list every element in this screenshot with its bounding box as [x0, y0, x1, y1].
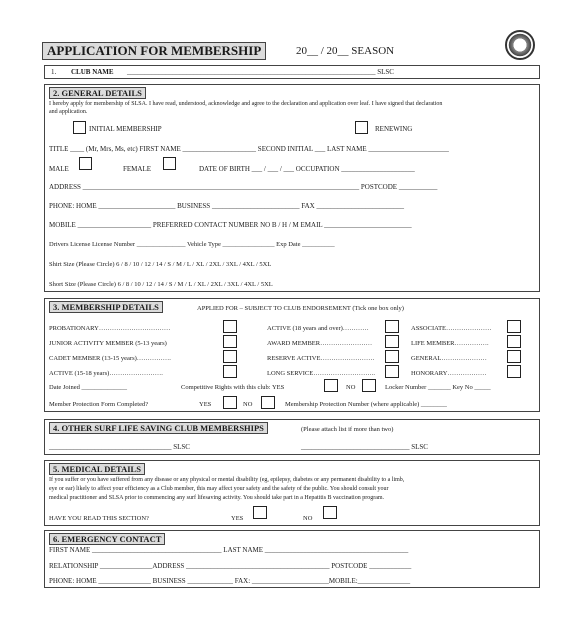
junior-activity-label: JUNIOR ACTIVITY MEMBER (5-13 years) — [49, 340, 167, 347]
locker-key-field[interactable]: Locker Number _______ Key No _____ — [385, 384, 491, 391]
general-checkbox[interactable] — [507, 350, 521, 363]
protection-no-checkbox[interactable] — [261, 396, 275, 409]
medical-read-question: HAVE YOU READ THIS SECTION? — [49, 515, 149, 522]
medical-no-label: NO — [303, 515, 313, 522]
award-member-label: AWARD MEMBER…………………… — [267, 340, 373, 347]
probationary-checkbox[interactable] — [223, 320, 237, 333]
section-club-name — [44, 65, 540, 79]
active-15-18-label: ACTIVE (15-18 years)……………………. — [49, 370, 163, 377]
protection-yes-label: YES — [199, 401, 212, 408]
emergency-name-row[interactable]: FIRST NAME _____________________________________ LAST NAME _________________________________________ — [49, 546, 409, 554]
active-18-plus-checkbox[interactable] — [385, 320, 399, 333]
competitive-no-label: NO — [346, 384, 356, 391]
medical-text-line-2: eye or ear) likely to affect your efficiency as a Club member, this may affect your safety and the safety of the public. You should consult your — [49, 486, 389, 492]
name-row[interactable]: TITLE ____ (Mr, Mrs, Ms, etc) FIRST NAME _____________________ SECOND INITIAL ___ LAST NAME _______________________ — [49, 145, 449, 153]
form-title: APPLICATION FOR MEMBERSHIP — [42, 42, 266, 60]
protection-number-field[interactable]: Membership Protection Number (where applicable) ________ — [285, 401, 447, 408]
dob-occupation-row[interactable]: DATE OF BIRTH ___ / ___ / ___ OCCUPATION _____________________ — [199, 165, 415, 173]
cadet-member-checkbox[interactable] — [223, 350, 237, 363]
other-clubs-note: (Please attach list if more than two) — [301, 426, 394, 433]
applied-for-note: APPLIED FOR – SUBJECT TO CLUB ENDORSEMENT (Tick one box only) — [197, 305, 404, 312]
section-other-clubs — [44, 419, 540, 455]
phone-row[interactable]: PHONE: HOME ______________________ BUSINESS _________________________ FAX _________________________ — [49, 202, 404, 210]
club-logo-icon — [505, 30, 535, 60]
long-service-checkbox[interactable] — [385, 365, 399, 378]
emergency-address-row[interactable]: RELATIONSHIP _______________ADDRESS _________________________________________ POSTCODE ____________ — [49, 562, 412, 570]
honorary-label: HONORARY……………… — [411, 370, 487, 377]
emergency-phone-row[interactable]: PHONE: HOME _______________ BUSINESS _____________ FAX: ______________________MOBILE:_______________ — [49, 577, 411, 585]
club-name-label: CLUB NAME — [71, 68, 114, 76]
protection-yes-checkbox[interactable] — [223, 396, 237, 409]
section-3-heading: 3. MEMBERSHIP DETAILS — [49, 301, 163, 313]
junior-activity-checkbox[interactable] — [223, 335, 237, 348]
mobile-row[interactable]: MOBILE _____________________ PREFERRED CONTACT NUMBER NO B / H / M EMAIL _________________________ — [49, 221, 412, 229]
renewing-label: RENEWING — [375, 125, 413, 133]
medical-text-line-1: If you suffer or you have suffered from any disease or any physical or mental disability (eg, epilepsy, diabetes or any permanent disability to a limb, — [49, 477, 405, 483]
other-club-2-field[interactable]: _______________________________ SLSC — [301, 443, 428, 451]
section-6-heading: 6. EMERGENCY CONTACT — [49, 533, 165, 545]
section-2-heading: 2. GENERAL DETAILS — [49, 87, 146, 99]
renewing-checkbox[interactable] — [355, 121, 368, 134]
section-membership-details — [44, 298, 540, 412]
life-member-label: LIFE MEMBER……………. — [411, 340, 489, 347]
active-18-plus-label: ACTIVE (18 years and over)………… — [267, 325, 369, 332]
reserve-active-label: RESERVE ACTIVE……………………. — [267, 355, 375, 362]
section-4-heading: 4. OTHER SURF LIFE SAVING CLUB MEMBERSHIPS — [49, 422, 268, 434]
drivers-license-row[interactable]: Drivers License License Number _______________ Vehicle Type ________________ Exp Date __________ — [49, 241, 335, 248]
competitive-rights-label: Competitive Rights with this club: YES — [181, 384, 285, 391]
competitive-no-checkbox[interactable] — [362, 379, 376, 392]
female-checkbox[interactable] — [163, 157, 176, 170]
address-row[interactable]: ADDRESS _______________________________________________________________________________ POSTCODE ___________ — [49, 183, 438, 191]
cadet-member-label: CADET MEMBER (13-15 years)……………. — [49, 355, 171, 362]
medical-yes-label: YES — [231, 515, 244, 522]
medical-yes-checkbox[interactable] — [253, 506, 267, 519]
shirt-size-row[interactable]: Shirt Size (Please Circle) 6 / 8 / 10 / 12 / 14 / S / M / L / XL / 2XL / 3XL / 4XL / 5XL — [49, 261, 272, 268]
active-15-18-checkbox[interactable] — [223, 365, 237, 378]
section-general-details — [44, 84, 540, 292]
section-emergency-contact — [44, 530, 540, 588]
medical-no-checkbox[interactable] — [323, 506, 337, 519]
season-label: 20__ / 20__ SEASON — [296, 45, 395, 57]
general-label: GENERAL………………… — [411, 355, 487, 362]
award-member-checkbox[interactable] — [385, 335, 399, 348]
life-member-checkbox[interactable] — [507, 335, 521, 348]
protection-no-label: NO — [243, 401, 253, 408]
club-name-field[interactable]: _______________________________________________________________________ SLSC — [127, 68, 394, 76]
probationary-label: PROBATIONARY…………………………… — [49, 325, 171, 332]
associate-label: ASSOCIATE………………… — [411, 325, 492, 332]
section-medical-details — [44, 460, 540, 526]
section-1-number: 1. — [51, 68, 57, 76]
short-size-row[interactable]: Short Size (Please Circle) 6 / 8 / 10 / 12 / 14 / S / M / L / XL / 2XL / 3XL / 4XL / 5XL — [49, 281, 273, 288]
section-5-heading: 5. MEDICAL DETAILS — [49, 463, 145, 475]
initial-membership-label: INITIAL MEMBERSHIP — [89, 125, 162, 133]
honorary-checkbox[interactable] — [507, 365, 521, 378]
competitive-yes-checkbox[interactable] — [324, 379, 338, 392]
general-intro-line-1: I hereby apply for membership of SLSA. I have read, understood, acknowledge and agree to the declaration and application over leaf. I have signed that declaration — [49, 101, 443, 107]
protection-form-label: Member Protection Form Completed? — [49, 401, 149, 408]
date-joined-field[interactable]: Date Joined ______________ — [49, 384, 127, 391]
medical-text-line-3: medical practitioner and SLSA prior to commencing any surf lifesaving activity. You should take part in a Hepatitis B vaccination program. — [49, 495, 385, 501]
other-club-1-field[interactable]: ___________________________________ SLSC — [49, 443, 190, 451]
initial-membership-checkbox[interactable] — [73, 121, 86, 134]
female-label: FEMALE — [123, 165, 151, 173]
associate-checkbox[interactable] — [507, 320, 521, 333]
reserve-active-checkbox[interactable] — [385, 350, 399, 363]
long-service-label: LONG SERVICE……………………….. — [267, 370, 375, 377]
general-intro-line-2: and application. — [49, 109, 88, 115]
male-label: MALE — [49, 165, 69, 173]
male-checkbox[interactable] — [79, 157, 92, 170]
